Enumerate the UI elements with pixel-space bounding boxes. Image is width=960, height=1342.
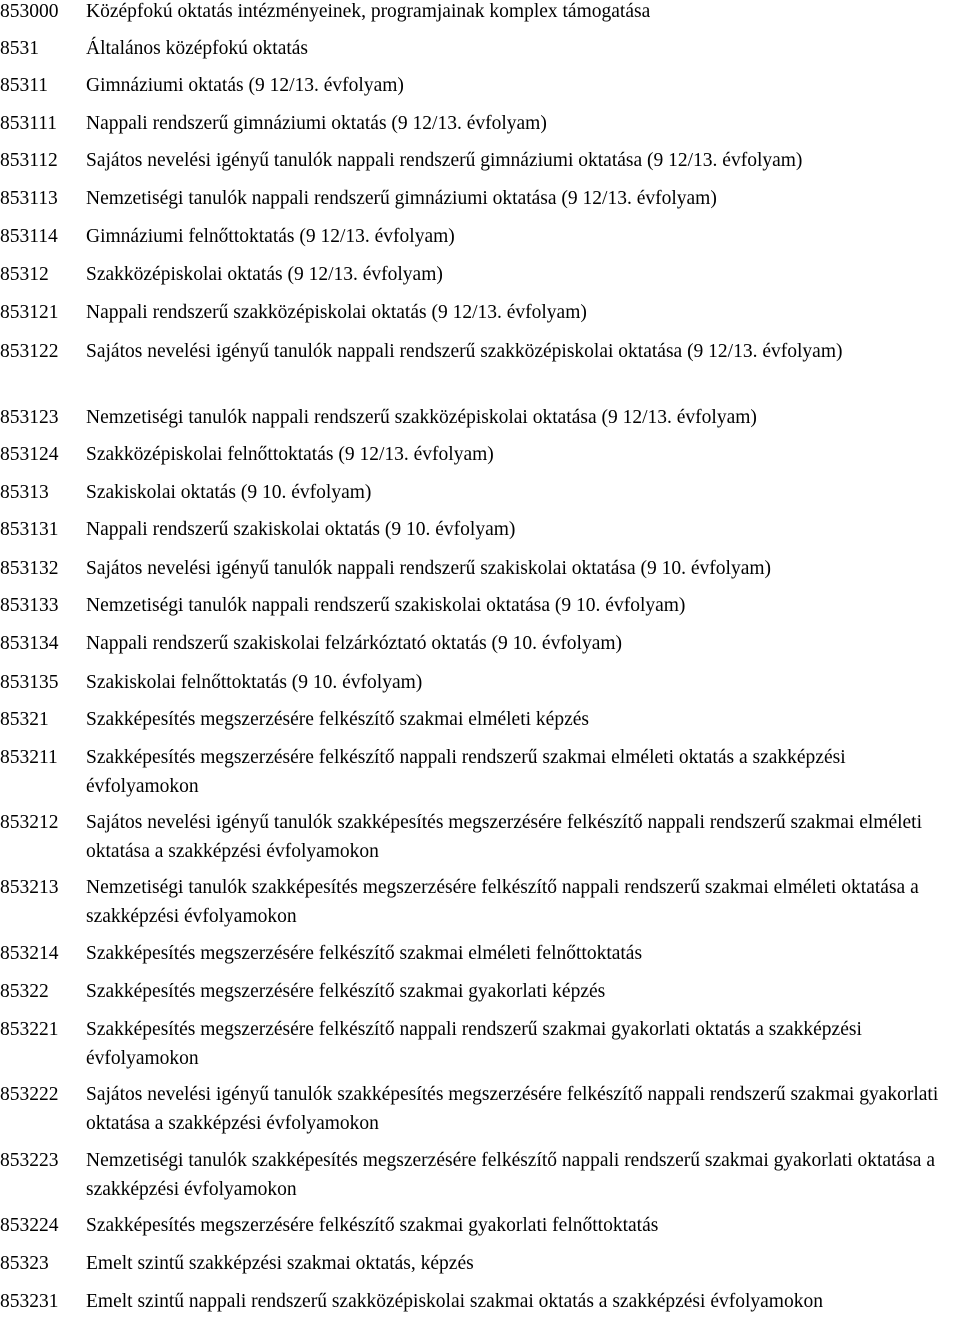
item-code: 853111 (0, 113, 58, 134)
item-description: Sajátos nevelési igényű tanulók nappali rendszerű szakiskolai oktatása (9 10. évfolyam) (86, 558, 772, 579)
item-description: Gimnáziumi oktatás (9 12/13. évfolyam) (86, 75, 404, 96)
item-code: 853122 (0, 341, 59, 362)
item-description: Nemzetiségi tanulók szakképesítés megszerzésére felkészítő nappali rendszerű szakmai gyakorlati oktatása a szakképzési évfolyamokon (86, 1150, 935, 1200)
item-description: Emelt szintű nappali rendszerű szakközépiskolai szakmai oktatás a szakképzési évfolyamokon (86, 1291, 823, 1312)
item-code: 853223 (0, 1150, 59, 1171)
item-code: 853222 (0, 1084, 59, 1105)
item-code: 853124 (0, 444, 59, 465)
item-description: Szakképesítés megszerzésére felkészítő szakmai gyakorlati képzés (86, 981, 606, 1002)
item-code: 853221 (0, 1019, 59, 1040)
item-description: Nemzetiségi tanulók nappali rendszerű szakiskolai oktatása (9 10. évfolyam) (86, 595, 686, 616)
item-description: Középfokú oktatás intézményeinek, programjainak komplex támogatása (86, 1, 651, 22)
item-description: Általános középfokú oktatás (86, 38, 309, 59)
item-code: 853132 (0, 558, 59, 579)
item-code: 853112 (0, 150, 58, 171)
item-code: 853121 (0, 302, 59, 323)
item-code: 853131 (0, 519, 59, 540)
item-code: 853114 (0, 226, 58, 247)
item-description: Szakképesítés megszerzésére felkészítő nappali rendszerű szakmai elméleti oktatás a szakképzési évfolyamokon (86, 747, 846, 797)
item-description: Sajátos nevelési igényű tanulók nappali rendszerű szakközépiskolai oktatása (9 12/13. évfolyam) (86, 341, 843, 362)
item-code: 853211 (0, 747, 58, 768)
item-description: Nappali rendszerű szakközépiskolai oktatás (9 12/13. évfolyam) (86, 302, 587, 323)
item-description: Szakközépiskolai oktatás (9 12/13. évfolyam) (86, 264, 443, 285)
item-description: Szakiskolai oktatás (9 10. évfolyam) (86, 482, 372, 503)
item-description: Szakközépiskolai felnőttoktatás (9 12/13. évfolyam) (86, 444, 494, 465)
item-code: 85312 (0, 264, 49, 285)
item-code: 853212 (0, 812, 59, 833)
item-description: Sajátos nevelési igényű tanulók nappali rendszerű gimnáziumi oktatása (9 12/13. évfolyam) (86, 150, 803, 171)
item-code: 853135 (0, 672, 59, 693)
item-description: Szakképesítés megszerzésére felkészítő nappali rendszerű szakmai gyakorlati oktatás a szakképzési évfolyamokon (86, 1019, 862, 1069)
item-code: 85311 (0, 75, 49, 96)
item-description: Sajátos nevelési igényű tanulók szakképesítés megszerzésére felkészítő nappali rendszerű szakmai elméleti oktatása a szakképzési évfolyamokon (86, 812, 923, 862)
item-code: 853213 (0, 877, 59, 898)
item-code: 853231 (0, 1291, 59, 1312)
item-code: 85321 (0, 709, 49, 730)
item-description: Nappali rendszerű szakiskolai oktatás (9 10. évfolyam) (86, 519, 516, 540)
item-description: Sajátos nevelési igényű tanulók szakképesítés megszerzésére felkészítő nappali rendszerű szakmai gyakorlati oktatása a szakképzési évfolyamokon (86, 1084, 939, 1134)
item-code: 853133 (0, 595, 59, 616)
item-description: Nemzetiségi tanulók nappali rendszerű szakközépiskolai oktatása (9 12/13. évfolyam) (86, 407, 757, 428)
item-code: 853123 (0, 407, 59, 428)
item-code: 85313 (0, 482, 49, 503)
item-code: 853224 (0, 1215, 59, 1236)
item-code: 853134 (0, 633, 59, 654)
item-description: Nappali rendszerű szakiskolai felzárkóztató oktatás (9 10. évfolyam) (86, 633, 623, 654)
item-code: 8531 (0, 38, 39, 59)
item-code: 853113 (0, 188, 58, 209)
item-code: 853214 (0, 943, 59, 964)
item-description: Szakképesítés megszerzésére felkészítő szakmai elméleti képzés (86, 709, 589, 730)
item-description: Nemzetiségi tanulók szakképesítés megszerzésére felkészítő nappali rendszerű szakmai elméleti oktatása a szakképzési évfolyamokon (86, 877, 919, 927)
item-description: Nappali rendszerű gimnáziumi oktatás (9 12/13. évfolyam) (86, 113, 547, 134)
item-code: 853000 (0, 1, 59, 22)
item-description: Szakképesítés megszerzésére felkészítő szakmai elméleti felnőttoktatás (86, 943, 643, 964)
item-description: Gimnáziumi felnőttoktatás (9 12/13. évfolyam) (86, 226, 455, 247)
item-description: Emelt szintű szakképzési szakmai oktatás, képzés (86, 1253, 474, 1274)
item-description: Szakképesítés megszerzésére felkészítő szakmai gyakorlati felnőttoktatás (86, 1215, 659, 1236)
item-description: Nemzetiségi tanulók nappali rendszerű gimnáziumi oktatása (9 12/13. évfolyam) (86, 188, 717, 209)
item-code: 85322 (0, 981, 49, 1002)
item-description: Szakiskolai felnőttoktatás (9 10. évfolyam) (86, 672, 423, 693)
item-code: 85323 (0, 1253, 49, 1274)
